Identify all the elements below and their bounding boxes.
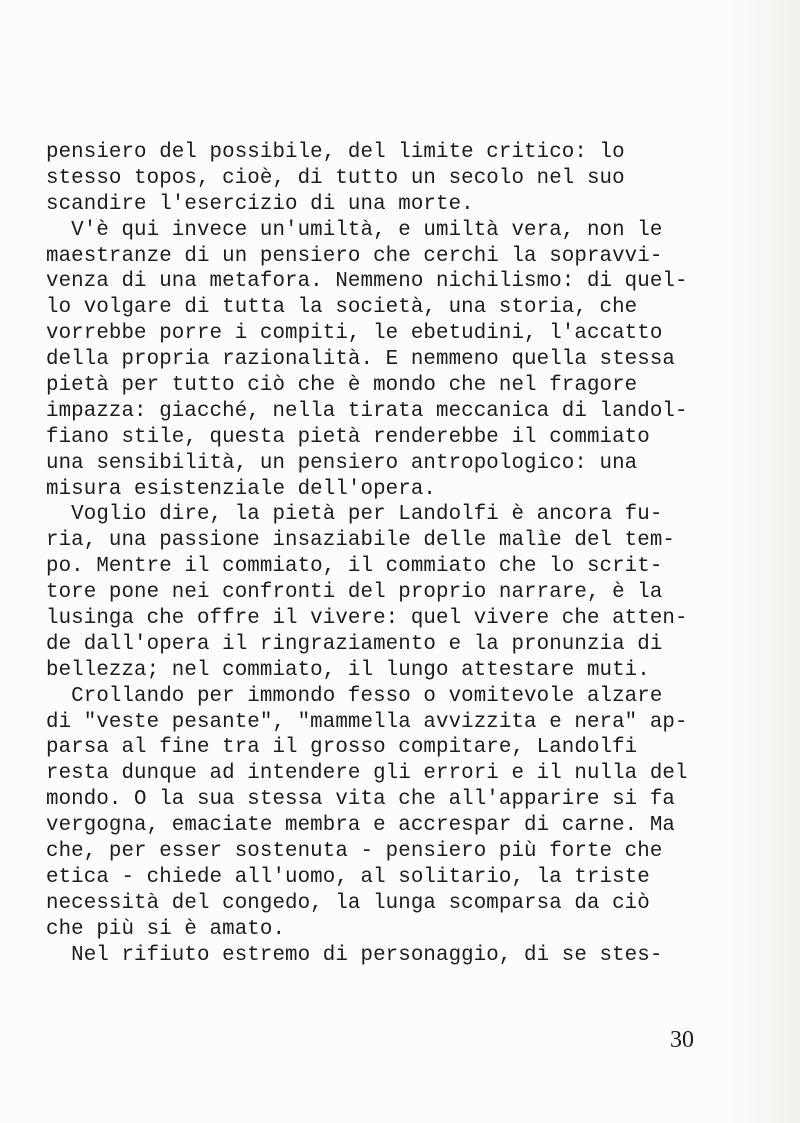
page-number: 30 <box>670 1027 694 1053</box>
text-line: venza di una metafora. Nemmeno nichilismo: di quel- <box>46 270 688 294</box>
text-line: po. Mentre il commiato, il commiato che lo scrit- <box>46 555 663 579</box>
text-line: Voglio dire, la pietà per Landolfi è ancora fu- <box>46 503 663 527</box>
body-text <box>46 140 746 969</box>
text-line: impazza: giacché, nella tirata meccanica di landol- <box>46 399 688 423</box>
text-line: fiano stile, questa pietà renderebbe il commiato <box>46 425 650 449</box>
text-line: maestranze di un pensiero che cerchi la sopravvi- <box>46 244 663 268</box>
text-line: V'è qui invece un'umiltà, e umiltà vera, non le <box>46 218 663 242</box>
text-line: etica - chiede all'uomo, al solitario, la triste <box>46 865 650 889</box>
text-line: pietà per tutto ciò che è mondo che nel fragore <box>46 374 638 398</box>
text-line: Nel rifiuto estremo di personaggio, di se stes- <box>46 943 663 967</box>
text-line: di "veste pesante", "mammella avvizzita e nera" ap- <box>46 710 688 734</box>
text-line: della propria razionalità. E nemmeno quella stessa <box>46 348 676 372</box>
text-line: Crollando per immondo fesso o vomitevole alzare <box>46 684 663 708</box>
text-line: lusinga che offre il vivere: quel vivere che atten- <box>46 607 688 631</box>
text-line: lo volgare di tutta la società, una storia, che <box>46 296 638 320</box>
text-line: pensiero del possibile, del limite critico: lo <box>46 141 625 164</box>
text-line: vorrebbe porre i compiti, le ebetudini, l'accatto <box>46 322 663 346</box>
text-line: misura esistenziale dell'opera. <box>46 477 436 501</box>
text-line: necessità del congedo, la lunga scomparsa da ciò <box>46 891 650 915</box>
text-line: bellezza; nel commiato, il lungo attestare muti. <box>46 658 650 682</box>
text-line: de dall'opera il ringraziamento e la pronunzia di <box>46 632 663 656</box>
text-line: mondo. O la sua stessa vita che all'apparire si fa <box>46 788 676 812</box>
text-line: una sensibilità, un pensiero antropologico: una <box>46 451 638 475</box>
text-line: resta dunque ad intendere gli errori e il nulla del <box>46 762 688 786</box>
text-line: scandire l'esercizio di una morte. <box>46 192 474 216</box>
text-line: ria, una passione insaziabile delle malìe del tem- <box>46 529 676 553</box>
text-line: vergogna, emaciate membra e accrespar di carne. Ma <box>46 814 676 838</box>
text-line: che più si è amato. <box>46 917 286 941</box>
text-line: tore pone nei confronti del proprio narrare, è la <box>46 581 663 605</box>
text-line: parsa al fine tra il grosso compitare, Landolfi <box>46 736 638 760</box>
text-line: stesso topos, cioè, di tutto un secolo nel suo <box>46 166 625 190</box>
text-line: che, per esser sostenuta - pensiero più forte che <box>46 840 663 864</box>
